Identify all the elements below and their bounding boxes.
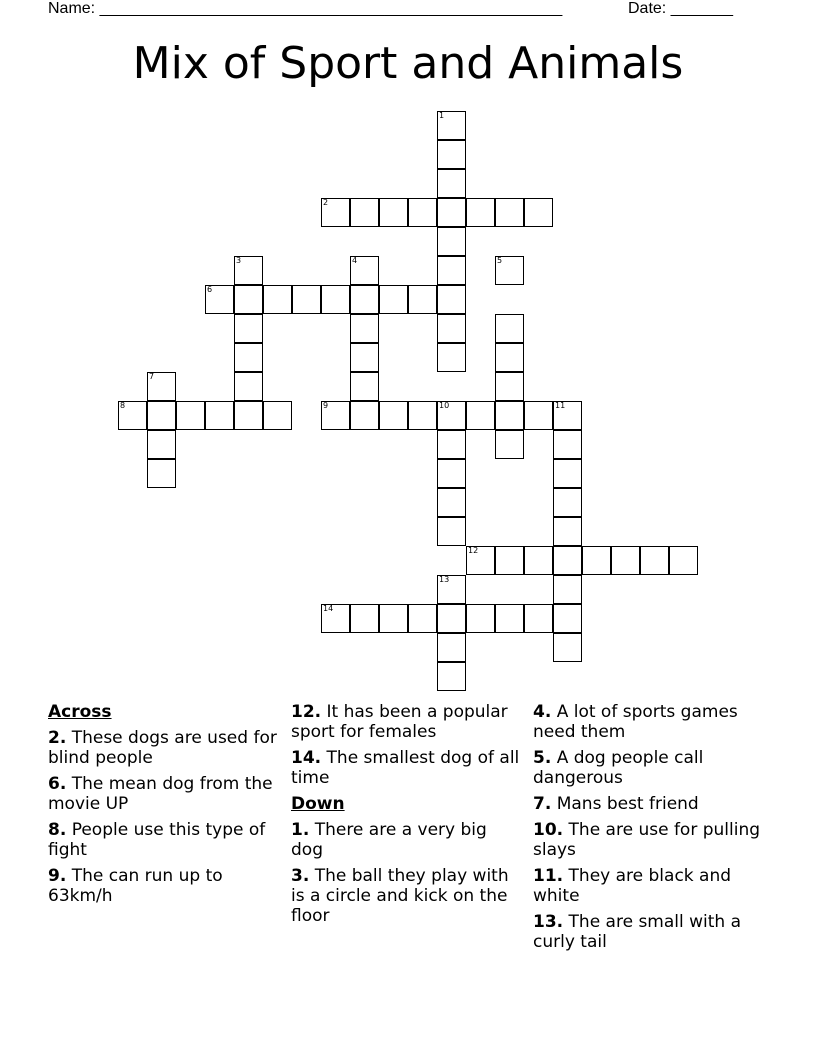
grid-cell[interactable] xyxy=(437,140,466,169)
clue-down-10: 10. The are use for pulling slays xyxy=(533,820,761,860)
clue-across-9: 9. The can run up to 63km/h xyxy=(48,866,223,906)
clue-down-4: 4. A lot of sports games need them xyxy=(533,702,738,742)
clue-number: 9 xyxy=(323,401,329,410)
grid-cell[interactable] xyxy=(234,256,263,285)
grid-cell[interactable] xyxy=(437,633,466,662)
grid-cell[interactable] xyxy=(205,401,234,430)
grid-cell[interactable] xyxy=(466,401,495,430)
clue-number: 3 xyxy=(236,256,242,265)
clue-number: 5 xyxy=(497,256,503,265)
grid-cell[interactable] xyxy=(350,256,379,285)
clue-across-12: 12. It has been a popular sport for females xyxy=(291,702,508,742)
grid-cell[interactable] xyxy=(437,517,466,546)
grid-cell[interactable] xyxy=(437,343,466,372)
grid-cell[interactable] xyxy=(437,430,466,459)
grid-cell[interactable] xyxy=(176,401,205,430)
grid-cell[interactable] xyxy=(524,198,553,227)
clue-across-14: 14. The smallest dog of all time xyxy=(291,748,520,788)
clues-section xyxy=(0,702,816,1002)
grid-cell[interactable] xyxy=(234,343,263,372)
grid-cell[interactable] xyxy=(321,401,350,430)
clue-down-7: 7. Mans best friend xyxy=(533,794,699,814)
down-heading: Down xyxy=(291,794,345,814)
grid-cell[interactable] xyxy=(553,633,582,662)
grid-cell[interactable] xyxy=(408,604,437,633)
grid-cell[interactable] xyxy=(495,343,524,372)
name-line: Name: ____________________________________________________ xyxy=(48,0,563,17)
grid-cell[interactable] xyxy=(234,372,263,401)
grid-cell[interactable] xyxy=(350,198,379,227)
clue-column-2 xyxy=(291,702,523,932)
grid-cell[interactable] xyxy=(379,401,408,430)
clue-across-2: 2. These dogs are used for blind people xyxy=(48,728,277,768)
grid-cell[interactable] xyxy=(147,372,176,401)
grid-cell[interactable] xyxy=(466,604,495,633)
grid-cell[interactable] xyxy=(582,546,611,575)
clue-column-1 xyxy=(48,702,280,912)
grid-cell[interactable] xyxy=(437,227,466,256)
clue-down-3: 3. The ball they play with is a circle and kick on the floor xyxy=(291,866,509,926)
clue-down-11: 11. They are black and white xyxy=(533,866,732,906)
grid-cell[interactable] xyxy=(321,198,350,227)
grid-cell[interactable] xyxy=(350,401,379,430)
grid-cell[interactable] xyxy=(147,459,176,488)
grid-cell[interactable] xyxy=(437,662,466,691)
clue-down-13: 13. The are small with a curly tail xyxy=(533,912,742,952)
grid-cell[interactable] xyxy=(379,198,408,227)
grid-cell[interactable] xyxy=(408,198,437,227)
grid-cell[interactable] xyxy=(205,285,234,314)
clue-number: 12 xyxy=(468,546,479,555)
grid-cell[interactable] xyxy=(350,604,379,633)
clue-across-8: 8. People use this type of fight xyxy=(48,820,266,860)
grid-cell[interactable] xyxy=(118,401,147,430)
grid-cell[interactable] xyxy=(408,285,437,314)
grid-cell[interactable] xyxy=(437,256,466,285)
across-heading: Across xyxy=(48,702,112,722)
grid-cell[interactable] xyxy=(524,546,553,575)
grid-cell[interactable] xyxy=(234,401,263,430)
grid-cell[interactable] xyxy=(350,343,379,372)
grid-cell[interactable] xyxy=(495,314,524,343)
grid-cell[interactable] xyxy=(437,604,466,633)
grid-cell[interactable] xyxy=(495,256,524,285)
grid-cell[interactable] xyxy=(553,430,582,459)
grid-cell[interactable] xyxy=(495,546,524,575)
clue-number: 13 xyxy=(439,575,450,584)
clue-number: 14 xyxy=(323,604,334,613)
grid-cell[interactable] xyxy=(437,198,466,227)
grid-cell[interactable] xyxy=(553,401,582,430)
grid-cell[interactable] xyxy=(553,546,582,575)
grid-cell[interactable] xyxy=(234,314,263,343)
grid-cell[interactable] xyxy=(437,401,466,430)
clue-number: 6 xyxy=(207,285,213,294)
grid-cell[interactable] xyxy=(350,372,379,401)
grid-cell[interactable] xyxy=(437,459,466,488)
grid-cell[interactable] xyxy=(553,575,582,604)
clue-number: 7 xyxy=(149,372,155,381)
grid-cell[interactable] xyxy=(379,285,408,314)
grid-cell[interactable] xyxy=(495,604,524,633)
grid-cell[interactable] xyxy=(640,546,669,575)
grid-cell[interactable] xyxy=(553,488,582,517)
grid-cell[interactable] xyxy=(553,459,582,488)
clue-column-3 xyxy=(533,702,765,958)
grid-cell[interactable] xyxy=(234,285,263,314)
grid-cell[interactable] xyxy=(495,430,524,459)
clue-number: 4 xyxy=(352,256,358,265)
grid-cell[interactable] xyxy=(495,198,524,227)
grid-cell[interactable] xyxy=(408,401,437,430)
clue-down-5: 5. A dog people call dangerous xyxy=(533,748,704,788)
clue-number: 8 xyxy=(120,401,126,410)
grid-cell[interactable] xyxy=(524,604,553,633)
grid-cell[interactable] xyxy=(263,401,292,430)
grid-cell[interactable] xyxy=(147,401,176,430)
clue-number: 10 xyxy=(439,401,450,410)
grid-cell[interactable] xyxy=(669,546,698,575)
grid-cell[interactable] xyxy=(292,285,321,314)
grid-cell[interactable] xyxy=(495,372,524,401)
grid-cell[interactable] xyxy=(437,111,466,140)
clue-down-1: 1. There are a very big dog xyxy=(291,820,487,860)
clue-across-6: 6. The mean dog from the movie UP xyxy=(48,774,273,814)
grid-cell[interactable] xyxy=(321,604,350,633)
grid-cell[interactable] xyxy=(437,285,466,314)
grid-cell[interactable] xyxy=(495,401,524,430)
clue-number: 11 xyxy=(555,401,566,410)
date-line: Date: _______ xyxy=(628,0,733,17)
grid-cell[interactable] xyxy=(611,546,640,575)
grid-cell[interactable] xyxy=(524,401,553,430)
grid-cell[interactable] xyxy=(379,604,408,633)
grid-cell[interactable] xyxy=(321,285,350,314)
clue-number: 1 xyxy=(439,111,445,120)
page-title: Mix of Sport and Animals xyxy=(132,38,684,89)
grid-cell[interactable] xyxy=(437,314,466,343)
grid-cell[interactable] xyxy=(147,430,176,459)
grid-cell[interactable] xyxy=(553,604,582,633)
grid-cell[interactable] xyxy=(466,546,495,575)
grid-cell[interactable] xyxy=(466,198,495,227)
clue-number: 2 xyxy=(323,198,329,207)
grid-cell[interactable] xyxy=(350,285,379,314)
grid-cell[interactable] xyxy=(350,314,379,343)
grid-cell[interactable] xyxy=(553,517,582,546)
grid-cell[interactable] xyxy=(437,575,466,604)
grid-cell[interactable] xyxy=(437,488,466,517)
grid-cell[interactable] xyxy=(437,169,466,198)
grid-cell[interactable] xyxy=(263,285,292,314)
